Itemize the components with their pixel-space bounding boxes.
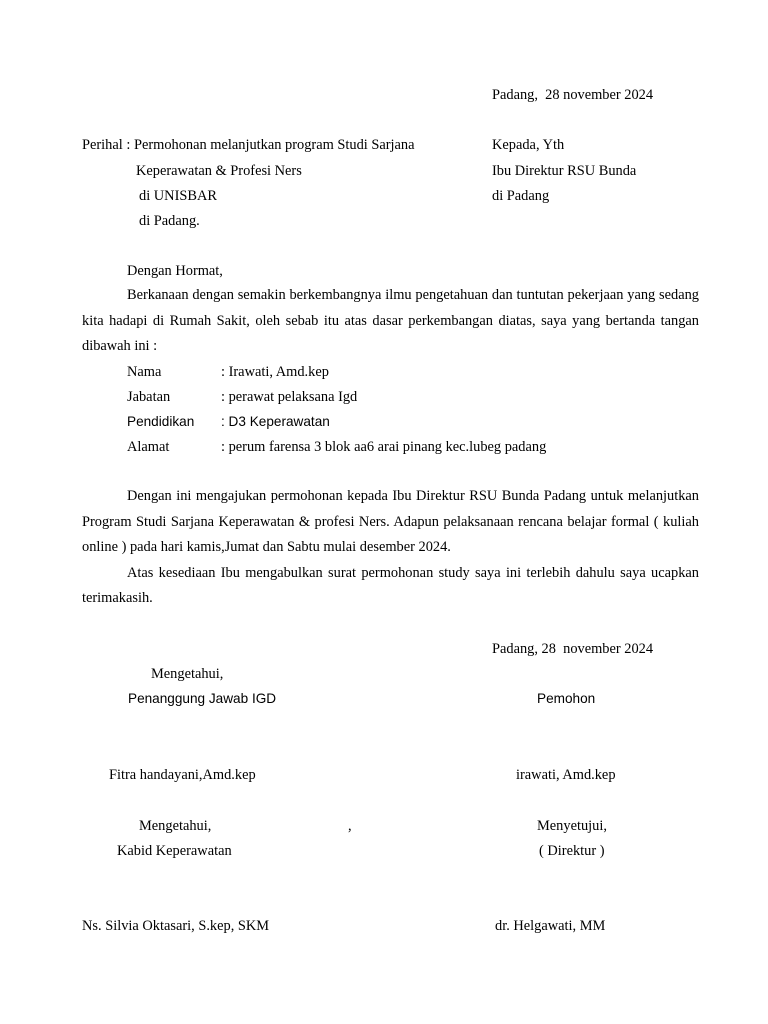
- left2-mengetahui: Mengetahui,: [139, 818, 212, 834]
- body-paragraph-2-block: [82, 484, 699, 612]
- identity-label: Jabatan: [127, 389, 171, 405]
- left2-name: Ns. Silvia Oktasari, S.kep, SKM: [82, 918, 270, 934]
- identity-row: [127, 388, 358, 406]
- right2-menyetujui: Menyetujui,: [537, 818, 607, 834]
- identity-value: : perum farensa 3 blok aa6 arai pinang kec.lubeg padang: [221, 439, 547, 455]
- body-paragraph-3: Atas kesediaan Ibu mengabulkan surat permohonan study saya ini terlebih dahulu saya ucapkan terimakasih.: [82, 564, 699, 606]
- letter-date-bottom: Padang, 28 november 2024: [492, 641, 654, 657]
- right1-role: Pemohon: [537, 691, 596, 706]
- left1-mengetahui: Mengetahui,: [151, 666, 224, 682]
- subject-line-3: di UNISBAR: [139, 188, 217, 204]
- identity-value: : perawat pelaksana Igd: [221, 389, 358, 405]
- identity-label: Alamat: [127, 439, 170, 455]
- recipient-line-3: di Padang: [492, 188, 550, 204]
- body-paragraph-1: Berkanaan dengan semakin berkembangnya ilmu pengetahuan dan tuntutan pekerjaan yang sedang kita hadapi di Rumah Sakit, oleh sebab itu atas dasar perkembangan diatas, saya yang bertanda tangan dibawah ini :: [82, 287, 699, 354]
- subject-line-2: Keperawatan & Profesi Ners: [136, 163, 302, 179]
- identity-value: : Irawati, Amd.kep: [221, 364, 329, 380]
- left2-role: Kabid Keperawatan: [117, 843, 232, 859]
- recipient-line-2: Ibu Direktur RSU Bunda: [492, 163, 637, 179]
- body-paragraph-2: Dengan ini mengajukan permohonan kepada Ibu Direktur RSU Bunda Padang untuk melanjutkan Program Studi Sarjana Keperawatan & profesi Ners. Adapun pelaksanaan rencana belajar formal ( kuliah online ) pada hari kamis,Jumat dan Sabtu mulai desember 2024.: [82, 488, 699, 555]
- identity-row: [127, 413, 330, 431]
- left1-role: Penanggung Jawab IGD: [128, 691, 277, 706]
- identity-label: Nama: [127, 364, 162, 380]
- identity-label: Pendidikan: [127, 414, 195, 429]
- left1-name: Fitra handayani,Amd.kep: [109, 767, 256, 783]
- letter-date-top: Padang, 28 november 2024: [492, 87, 654, 103]
- identity-row: [127, 438, 547, 456]
- right2-role: ( Direktur ): [539, 843, 605, 859]
- body-paragraph-1-block: [82, 283, 699, 360]
- recipient-line-1: Kepada, Yth: [492, 137, 565, 153]
- identity-row: [127, 363, 329, 381]
- identity-value: : D3 Keperawatan: [221, 414, 330, 429]
- subject-line-1: Perihal : Permohonan melanjutkan program Studi Sarjana: [82, 137, 415, 153]
- right2-name: dr. Helgawati, MM: [495, 918, 606, 934]
- greeting: Dengan Hormat,: [127, 263, 223, 279]
- middle-comma: ,: [348, 818, 352, 834]
- right1-name: irawati, Amd.kep: [516, 767, 616, 783]
- subject-line-4: di Padang.: [139, 213, 200, 229]
